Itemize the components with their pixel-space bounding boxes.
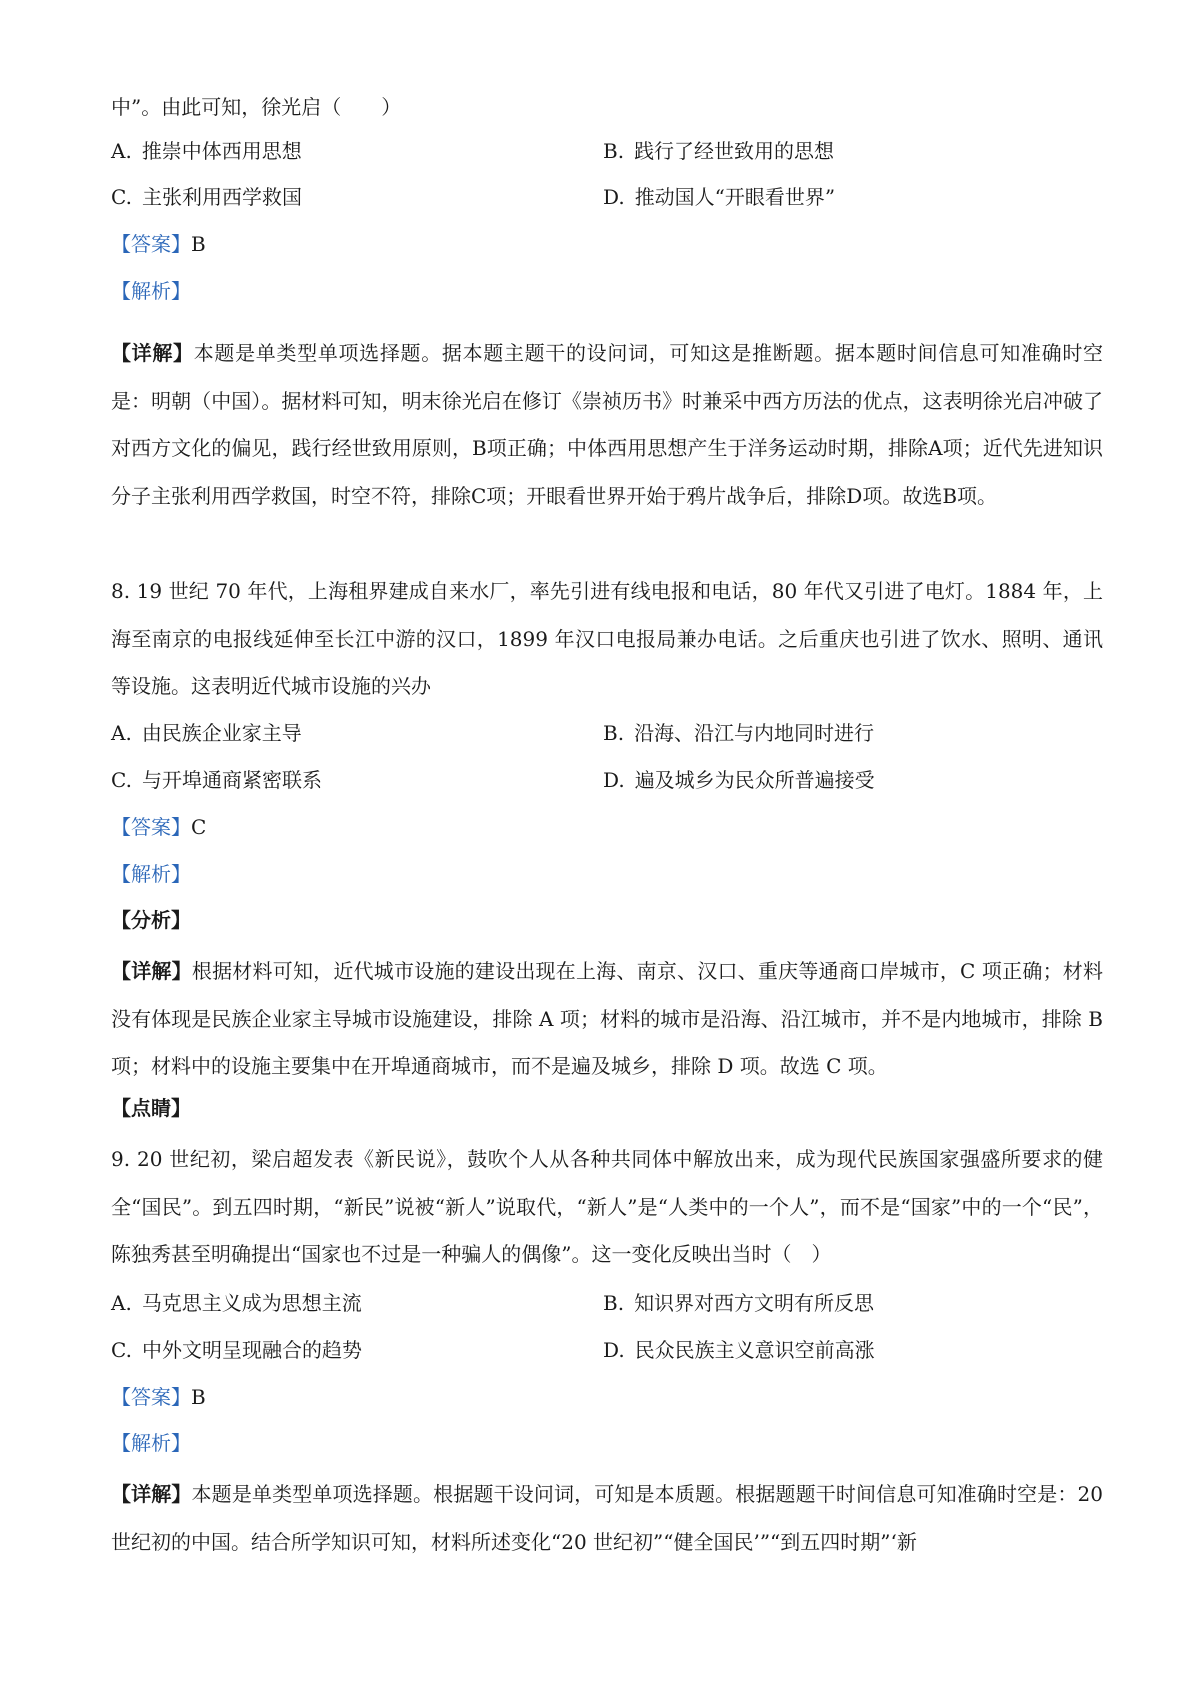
q7-option-a[interactable] — [111, 137, 302, 165]
q9-detail — [111, 1471, 1103, 1567]
q7-stem-tail: 中”。由此可知，徐光启（ ） — [111, 95, 402, 119]
option-text: 由民族企业家主导 — [141, 721, 302, 745]
option-text: 知识界对西方文明有所反思 — [634, 1291, 875, 1315]
detail-text: 本题是单类型单项选择题。据本题主题干的设问词，可知这是推断题。据本题时间信息可知准确时空是：明朝（中国）。据材料可知，明末徐光启在修订《崇祯历书》时兼采中西方历法的优点，这表明徐光启冲破了对西方文化的偏见，践行经世致用原则，B项正确；中体西用思想产生于洋务运动时期，排除A项；近代先进知识分子主张利用西学救国，时空不符，排除C项；开眼看世界开始于鸦片战争后，排除D项。故选B项。 — [111, 341, 1104, 508]
option-text: 主张利用西学救国 — [141, 185, 302, 209]
q8-option-b[interactable] — [603, 719, 874, 747]
option-letter: C. — [111, 768, 132, 792]
q8-option-d[interactable] — [603, 766, 875, 794]
option-text: 践行了经世致用的思想 — [634, 139, 835, 163]
option-letter: B. — [603, 139, 625, 163]
q8-option-c[interactable] — [111, 766, 322, 794]
option-letter: A. — [111, 139, 132, 163]
detail-text: 根据材料可知，近代城市设施的建设出现在上海、南京、汉口、重庆等通商口岸城市，C 项正确；材料没有体现是民族企业家主导城市设施建设，排除 A 项；材料的城市是沿海、沿江城市，并不是内地城市，排除 B 项；材料中的设施主要集中在开埠通商城市，而不是遍及城乡，排除 D 项。故选 C 项。 — [111, 959, 1104, 1078]
option-letter: C. — [111, 1338, 132, 1362]
q7-answer — [111, 230, 206, 258]
q7-detail — [111, 330, 1103, 520]
q7-option-d[interactable] — [603, 183, 835, 211]
q9-option-a[interactable] — [111, 1289, 362, 1317]
option-text: 遍及城乡为民众所普遍接受 — [634, 768, 875, 792]
q7-option-b[interactable] — [603, 137, 834, 165]
answer-label: 【答案】 — [111, 1385, 191, 1409]
option-letter: B. — [603, 1291, 625, 1315]
detail-label: 【详解】 — [111, 341, 194, 365]
option-letter: D. — [603, 185, 625, 209]
q8-analysis-label: 【解析】 — [111, 862, 191, 886]
option-text: 推动国人“开眼看世界” — [634, 185, 836, 209]
answer-value: B — [191, 1385, 206, 1409]
answer-value: C — [191, 815, 207, 839]
q8-option-a[interactable] — [111, 719, 302, 747]
option-letter: D. — [603, 768, 625, 792]
q8-dianjing-label: 【点睛】 — [111, 1096, 191, 1120]
option-letter: D. — [603, 1338, 625, 1362]
detail-label: 【详解】 — [111, 959, 192, 983]
answer-value: B — [191, 232, 206, 256]
option-text: 沿海、沿江与内地同时进行 — [634, 721, 875, 745]
option-letter: B. — [603, 721, 625, 745]
option-text: 推崇中体西用思想 — [141, 139, 302, 163]
q9-option-d[interactable] — [603, 1336, 875, 1364]
q9-analysis-label: 【解析】 — [111, 1431, 191, 1455]
answer-label: 【答案】 — [111, 815, 191, 839]
option-letter: A. — [111, 1291, 132, 1315]
q8-fenxi-label: 【分析】 — [111, 908, 191, 932]
q8-answer — [111, 813, 206, 841]
option-letter: C. — [111, 185, 132, 209]
answer-label: 【答案】 — [111, 232, 191, 256]
q9-answer — [111, 1383, 206, 1411]
option-text: 中外文明呈现融合的趋势 — [141, 1338, 362, 1362]
detail-text: 本题是单类型单项选择题。根据题干设问词，可知是本质题。根据题题干时间信息可知准确时空是：20 世纪初的中国。结合所学知识可知，材料所述变化“20 世纪初”“健全国民’”“到五四时期”‘新 — [111, 1482, 1103, 1554]
q9-option-b[interactable] — [603, 1289, 874, 1317]
q8-stem: 8. 19 世纪 70 年代，上海租界建成自来水厂，率先引进有线电报和电话，80 年代又引进了电灯。1884 年，上海至南京的电报线延伸至长江中游的汉口，1899 年汉口电报局兼办电话。之后重庆也引进了饮水、照明、通讯等设施。这表明近代城市设施的兴办 — [111, 579, 1103, 698]
option-text: 马克思主义成为思想主流 — [141, 1291, 362, 1315]
detail-label: 【详解】 — [111, 1482, 192, 1506]
option-text: 与开埠通商紧密联系 — [141, 768, 322, 792]
option-text: 民众民族主义意识空前高涨 — [634, 1338, 875, 1362]
q7-option-c[interactable] — [111, 183, 302, 211]
q7-analysis-label: 【解析】 — [111, 279, 191, 303]
option-letter: A. — [111, 721, 132, 745]
q8-detail — [111, 948, 1103, 1091]
q9-option-c[interactable] — [111, 1336, 362, 1364]
q9-stem: 9. 20 世纪初，梁启超发表《新民说》，鼓吹个人从各种共同体中解放出来，成为现代民族国家强盛所要求的健全“国民”。到五四时期，“新民”说被“新人”说取代，“新人”是“人类中的一个人”，而不是“国家”中的一个“民”，陈独秀甚至明确提出“国家也不过是一种骗人的偶像”。这一变化反映出当时（ ） — [111, 1147, 1103, 1266]
